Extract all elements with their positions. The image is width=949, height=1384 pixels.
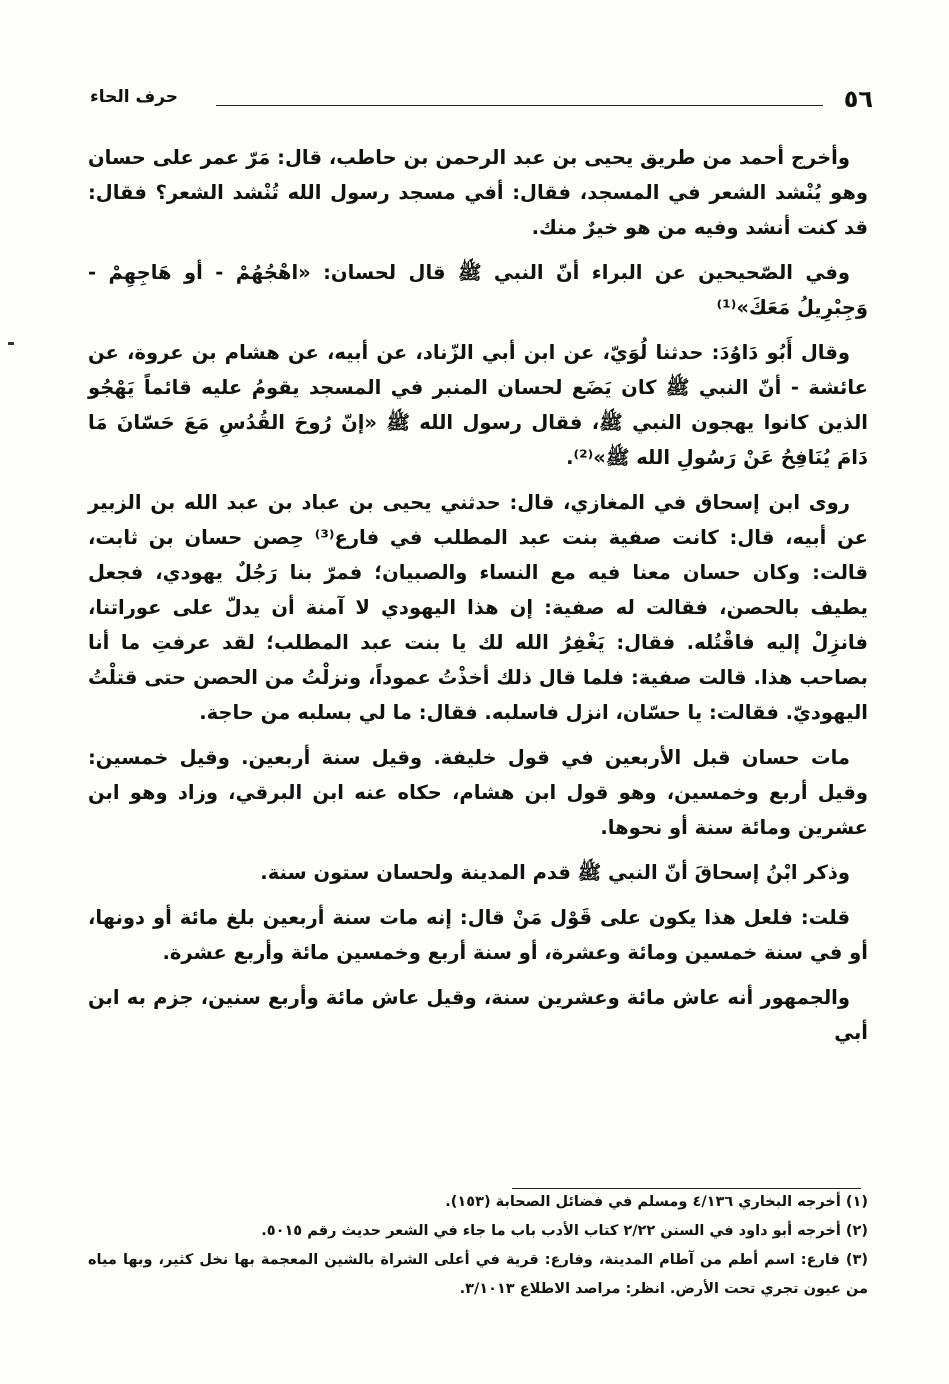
page-header (0, 85, 949, 115)
paragraph: وذكر ابْنُ إسحاقَ أنّ النبي ﷺ قدم المدينة ولحسان ستون سنة. (260, 861, 850, 884)
footnote: (١) أخرجه البخاري ٤/١٣٦ ومسلم في فضائل الصحابة (١٥٣). (445, 1194, 868, 1210)
running-title: حرف الحاء (90, 87, 179, 107)
paragraph: والجمهور أنه عاش مائة وعشرين سنة، وقيل عاش مائة وأربع سنين، جزم به ابن أبي (88, 986, 868, 1044)
paragraph: وفي الصّحيحين عن البراء أنّ النبي ﷺ قال لحسان: «اهْجُهُمْ - أو هَاجِهِمْ - وَجِبْرِيلُ مَعَكَ»⁽¹⁾ (88, 261, 868, 319)
header-rule (216, 105, 823, 106)
paragraph: روى ابن إسحاق في المغازي، قال: حدثني يحيى بن عباد بن عبد الله بن الزبير عن أبيه، قال: كانت صفية بنت عبد المطلب في فارع⁽³⁾ حِصن حسان بن ثابت، قالت: وكان حسان معنا فيه مع النساء والصبيان؛ فمرّ بنا رَجُلٌ يهودي، فجعل يطيف بالحصن، فقالت له صفية: إن هذا اليهودي لا آمنة أن يدلّ على عوراتنا، فانزِلْ إليه فاقْتُله. فقال: يَغْفِرُ الله لك يا بنت عبد المطلب؛ لقد عرفتِ ما أنا بصاحب هذا. قالت صفية: فلما قال ذلك أخذْتُ عموداً، ونزلْتُ من الحصن حتى قتلْتُ اليهوديّ. فقالت: يا حسّان، انزل فاسلبه. فقال: ما لي بسلبه من حاجة. (88, 491, 868, 724)
paragraph: مات حسان قبل الأربعين في قول خليفة. وقيل سنة أربعين. وقيل خمسين: وقيل أربع وخمسين، وهو قول ابن هشام، حكاه عنه ابن البرقي، وزاد وهو ابن عشرين ومائة سنة أو نحوها. (88, 746, 868, 839)
main-text (88, 140, 868, 1060)
page-number: ٥٦ (843, 85, 873, 113)
footnote: (٣) فارع: اسم أطم من آطام المدينة، وفارع: قرية في أعلى الشراة بالشين المعجمة بها نخل كثير، وبها مياه من عيون تجري تحت الأرض. انظر: مراصد الاطلاع ٣/١٠١٣. (88, 1252, 868, 1297)
paragraph: وقال أَبُو دَاوُدَ: حدثنا لُوَيّ، عن ابن أبي الزّناد، عن أبيه، عن هشام بن عروة، عن عائشة - أنّ النبي ﷺ كان يَضَع لحسان المنبر في المسجد يقومُ عليه قائماً يَهْجُو الذين كانوا يهجون النبي ﷺ، فقال رسول الله ﷺ «إنّ رُوحَ القُدُسِ مَعَ حَسّانَ مَا دَامَ يُنَافِحُ عَنْ رَسُولِ الله ﷺ»⁽²⁾. (88, 341, 868, 469)
paragraph: قلت: فلعل هذا يكون على قَوْل مَنْ قال: إنه مات سنة أربعين بلغ مائة أو دونها، أو في سنة خمسين ومائة وعشرة، أو سنة أربع وخمسين مائة وأربع عشرة. (88, 906, 868, 964)
margin-mark (8, 342, 14, 345)
footnotes (88, 1188, 868, 1304)
footnote: (٢) أخرجه أبو داود في السنن ٢/٢٢ كتاب الأدب باب ما جاء في الشعر حديث رقم ٥٠١٥. (261, 1223, 868, 1239)
paragraph: وأخرج أحمد من طريق يحيى بن عبد الرحمن بن حاطب، قال: مَرّ عمر على حسان وهو يُنْشد الشعر في المسجد، فقال: أفي مسجد رسول الله تُنْشد الشعر؟ فقال: قد كنت أنشد وفيه من هو خيرٌ منك. (88, 146, 868, 239)
